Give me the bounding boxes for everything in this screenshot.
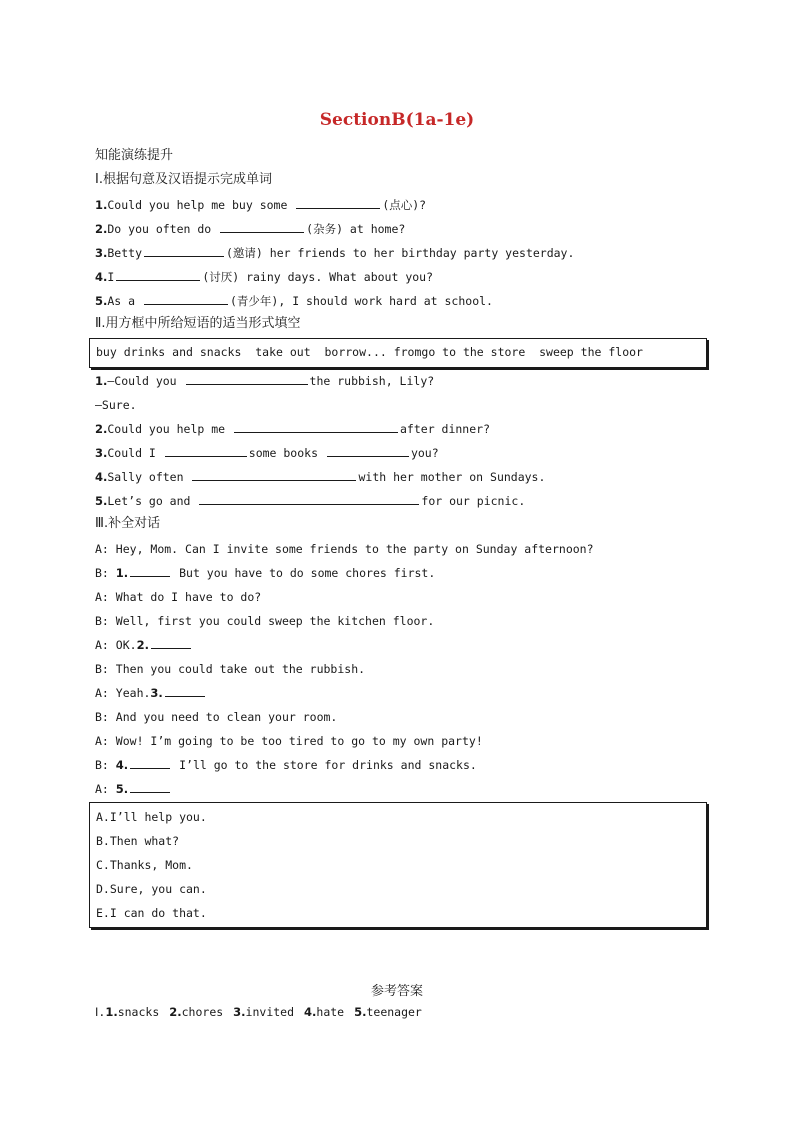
- dialogue-line: B: 1. But you have to do some chores first.: [95, 566, 436, 580]
- dialogue-line: A: Wow! I’m going to be too tired to go to my own party!: [95, 734, 483, 748]
- answer-blank[interactable]: [192, 469, 356, 481]
- part1-item-5: 5.As a (青少年), I should work hard at school.: [95, 294, 493, 308]
- part1-item-3: 3.Betty (邀请) her friends to her birthday party yesterday.: [95, 246, 575, 260]
- part2-item-1: 1.—Could you the rubbish, Lily?: [95, 374, 435, 388]
- option-a: A.I’ll help you.: [96, 810, 207, 824]
- answer-blank[interactable]: [151, 637, 191, 649]
- dialogue-line: B: Well, first you could sweep the kitchen floor.: [95, 614, 435, 628]
- part2-item-5: 5.Let’s go and for our picnic.: [95, 494, 526, 508]
- dialogue-line: A: What do I have to do?: [95, 590, 262, 604]
- part1-item-2: 2.Do you often do (杂务) at home?: [95, 222, 406, 236]
- dialogue-line: A: 5.: [95, 781, 172, 797]
- answer-blank[interactable]: [116, 269, 200, 281]
- part2-item-4: 4.Sally often with her mother on Sundays.: [95, 470, 546, 484]
- answer-blank[interactable]: [165, 445, 247, 457]
- answer-blank[interactable]: [234, 421, 398, 433]
- option-e: E.I can do that.: [96, 906, 207, 920]
- dialogue-line: B: And you need to clean your room.: [95, 710, 338, 724]
- answer-blank[interactable]: [199, 493, 419, 505]
- part2-item-2: 2.Could you help me after dinner?: [95, 422, 491, 436]
- answer-blank[interactable]: [220, 221, 304, 233]
- answer-blank[interactable]: [296, 197, 380, 209]
- dialogue-line: B: Then you could take out the rubbish.: [95, 662, 366, 676]
- dialogue-line: A: Yeah.3.: [95, 685, 207, 701]
- answer-blank[interactable]: [186, 373, 308, 385]
- part2-item-3: 3.Could I some books you?: [95, 446, 439, 460]
- answer-blank[interactable]: [165, 685, 205, 697]
- part1-heading: Ⅰ.根据句意及汉语提示完成单词: [95, 172, 272, 187]
- part1-item-4: 4.I (讨厌) rainy days. What about you?: [95, 270, 434, 284]
- option-d: D.Sure, you can.: [96, 882, 207, 896]
- answer-blank[interactable]: [327, 445, 409, 457]
- page-title: SectionB(1a-1e): [319, 110, 475, 130]
- dialogue-line: A: Hey, Mom. Can I invite some friends to the party on Sunday afternoon?: [95, 542, 594, 556]
- answer-key-line: Ⅰ.1.snacks 2.chores 3.invited 4.hate 5.teenager: [95, 1005, 422, 1019]
- answer-blank[interactable]: [144, 293, 228, 305]
- phrase-list: buy drinks and snacks take out borrow... fromgo to the store sweep the floor: [96, 345, 643, 359]
- section-subtitle: 知能演练提升: [95, 148, 174, 163]
- answer-blank[interactable]: [130, 757, 170, 769]
- dialogue-line: B: 4. I’ll go to the store for drinks and snacks.: [95, 758, 477, 772]
- answer-blank[interactable]: [130, 565, 170, 577]
- options-box: [89, 802, 707, 928]
- dialogue-line: A: OK.2.: [95, 637, 193, 653]
- part1-item-1: 1.Could you help me buy some (点心)?: [95, 198, 427, 212]
- part3-heading: Ⅲ.补全对话: [95, 516, 161, 531]
- part2-heading: Ⅱ.用方框中所给短语的适当形式填空: [95, 316, 301, 331]
- answer-blank[interactable]: [130, 781, 170, 793]
- option-c: C.Thanks, Mom.: [96, 858, 193, 872]
- answer-key-heading: 参考答案: [370, 984, 423, 999]
- option-b: B.Then what?: [96, 834, 180, 848]
- part2-item-1-reply: —Sure.: [95, 398, 137, 412]
- phrase-box: [89, 338, 707, 368]
- answer-blank[interactable]: [144, 245, 224, 257]
